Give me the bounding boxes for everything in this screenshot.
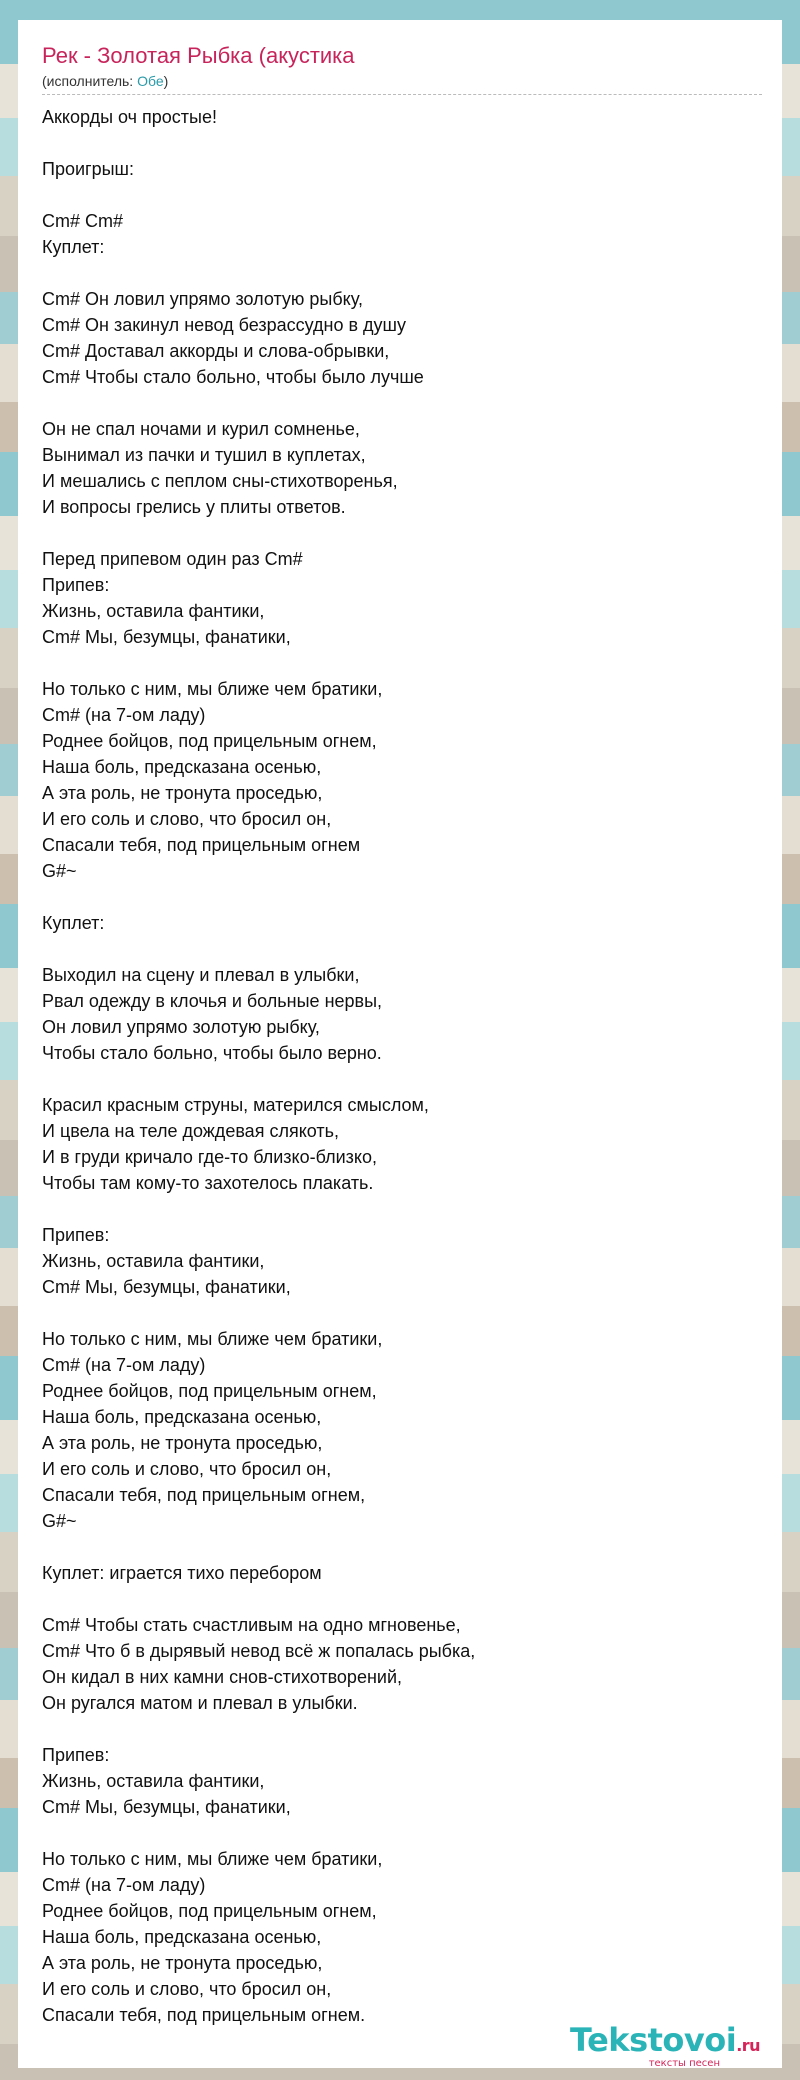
logo-tagline: тексты песен	[648, 2058, 720, 2069]
artist-link[interactable]: Обе	[137, 73, 164, 89]
artist-line	[42, 72, 762, 90]
song-header	[42, 42, 762, 95]
artist-prefix: (исполнитель:	[42, 73, 138, 89]
artist-suffix: )	[163, 73, 169, 89]
header-divider	[42, 94, 762, 95]
lyrics-page	[18, 20, 782, 2068]
site-logo[interactable]	[570, 2022, 790, 2069]
logo-tld: .ru	[736, 2036, 761, 2055]
logo-name: Tekstovoi	[570, 2021, 737, 2059]
lyrics-text: Аккорды оч простые! Проигрыш: Cm# Cm# Куплет: Cm# Он ловил упрямо золотую рыбку, Cm# Он закинул невод безрассудно в душу Cm# Доставал аккорды и слова-обрывки, Cm# Чтобы стало больно, чтобы было лучше Он не спал ночами и курил сомненье, Вынимал из пачки и тушил в куплетах, И мешались с пеплом сны-стихотворенья, И вопросы грелись у плиты ответов. Перед припевом один раз Cm# Припев: Жизнь, оставила фантики, Cm# Мы, безумцы, фанатики, Но только с ним, мы ближе чем братики, Cm# (на 7-ом ладу) Роднее бойцов, под прицельным огнем, Наша боль, предсказана осенью, А эта роль, не тронута проседью, И его соль и слово, что бросил он, Спасали тебя, под прицельным огнем G#~ Куплет: Выходил на сцену и плевал в улыбки, Рвал одежду в клочья и больные нервы, Он ловил упрямо золотую рыбку, Чтобы стало больно, чтобы было верно. Красил красным струны, матерился смыслом, И цвела на теле дождевая слякоть, И в груди кричало где-то близко-близко, Чтобы там кому-то захотелось плакать. Припев: Жизнь, оставила фантики, Cm# Мы, безумцы, фанатики, Но только с ним, мы ближе чем братики, Cm# (на 7-ом ладу) Роднее бойцов, под прицельным огнем, Наша боль, предсказана осенью, А эта роль, не тронута проседью, И его соль и слово, что бросил он, Спасали тебя, под прицельным огнем, G#~ Куплет: играется тихо перебором Cm# Чтобы стать счастливым на одно мгновенье, Cm# Что б в дырявый невод всё ж попалась рыбка, Он кидал в них камни снов-стихотворений, Он ругался матом и плевал в улыбки. Припев: Жизнь, оставила фантики, Cm# Мы, безумцы, фанатики, Но только с ним, мы ближе чем братики, Cm# (на 7-ом ладу) Роднее бойцов, под прицельным огнем, Наша боль, предсказана осенью, А эта роль, не тронута проседью, И его соль и слово, что бросил он, Спасали тебя, под прицельным огнем.	[42, 107, 476, 2025]
song-title: Рек - Золотая Рыбка (акустика	[42, 43, 355, 68]
